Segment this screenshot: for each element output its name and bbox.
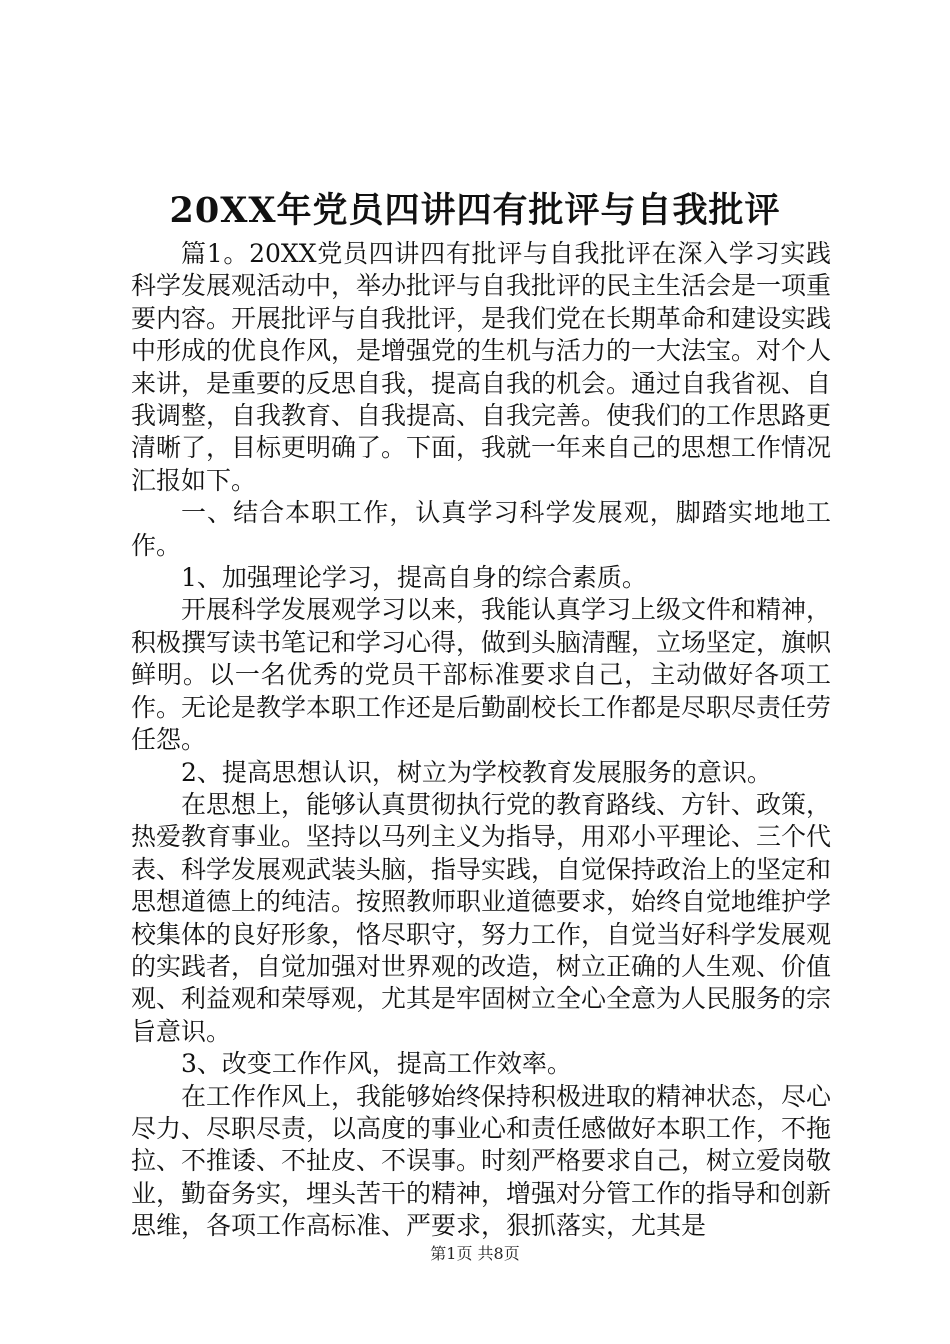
section-heading: 一、结合本职工作，认真学习科学发展观，脚踏实地地工作。 (131, 498, 831, 560)
page-number: 第1页 共8页 (430, 1244, 520, 1263)
subsection-heading: 2、提高思想认识，树立为学校教育发展服务的意识。 (181, 757, 772, 787)
subsection-heading: 3、改变工作作风，提高工作效率。 (181, 1049, 572, 1079)
document-body (131, 238, 831, 1243)
paragraph: 在工作作风上，我能够始终保持积极进取的精神状态，尽心尽力、尽职尽责，以高度的事业心和责任感做好本职工作，不拖拉、不推诿、不扯皮、不误事。时刻严格要求自己，树立爱岗敬业，勤奋务实，埋头苦干的精神，增强对分管工作的指导和创新思维，各项工作高标准、严要求，狠抓落实，尤其是 (131, 1081, 832, 1241)
subsection-heading: 1、加强理论学习，提高自身的综合素质。 (181, 563, 647, 593)
paragraph: 开展科学发展观学习以来，我能认真学习上级文件和精神，积极撰写读书笔记和学习心得，做到头脑清醒，立场坚定，旗帜鲜明。以一名优秀的党员干部标准要求自己，主动做好各项工作。无论是教学本职工作还是后勤副校长工作都是尽职尽责任劳任怨。 (131, 595, 832, 755)
paragraph: 篇1。20XX党员四讲四有批评与自我批评在深入学习实践科学发展观活动中，举办批评与自我批评的民主生活会是一项重要内容。开展批评与自我批评，是我们党在长期革命和建设实践中形成的优良作风，是增强党的生机与活力的一大法宝。对个人来讲，是重要的反思自我，提高自我的机会。通过自我省视、自我调整，自我教育、自我提高、自我完善。使我们的工作思路更清晰了，目标更明确了。下面，我就一年来自己的思想工作情况汇报如下。 (131, 239, 832, 495)
paragraph: 在思想上，能够认真贯彻执行党的教育路线、方针、政策，热爱教育事业。坚持以马列主义为指导，用邓小平理论、三个代表、科学发展观武装头脑，指导实践，自觉保持政治上的坚定和思想道德上的纯洁。按照教师职业道德要求，始终自觉地维护学校集体的良好形象，恪尽职守，努力工作，自觉当好科学发展观的实践者，自觉加强对世界观的改造，树立正确的人生观、价值观、利益观和荣辱观，尤其是牢固树立全心全意为人民服务的宗旨意识。 (131, 789, 832, 1046)
document-title: 20XX年党员四讲四有批评与自我批评 (169, 190, 781, 231)
